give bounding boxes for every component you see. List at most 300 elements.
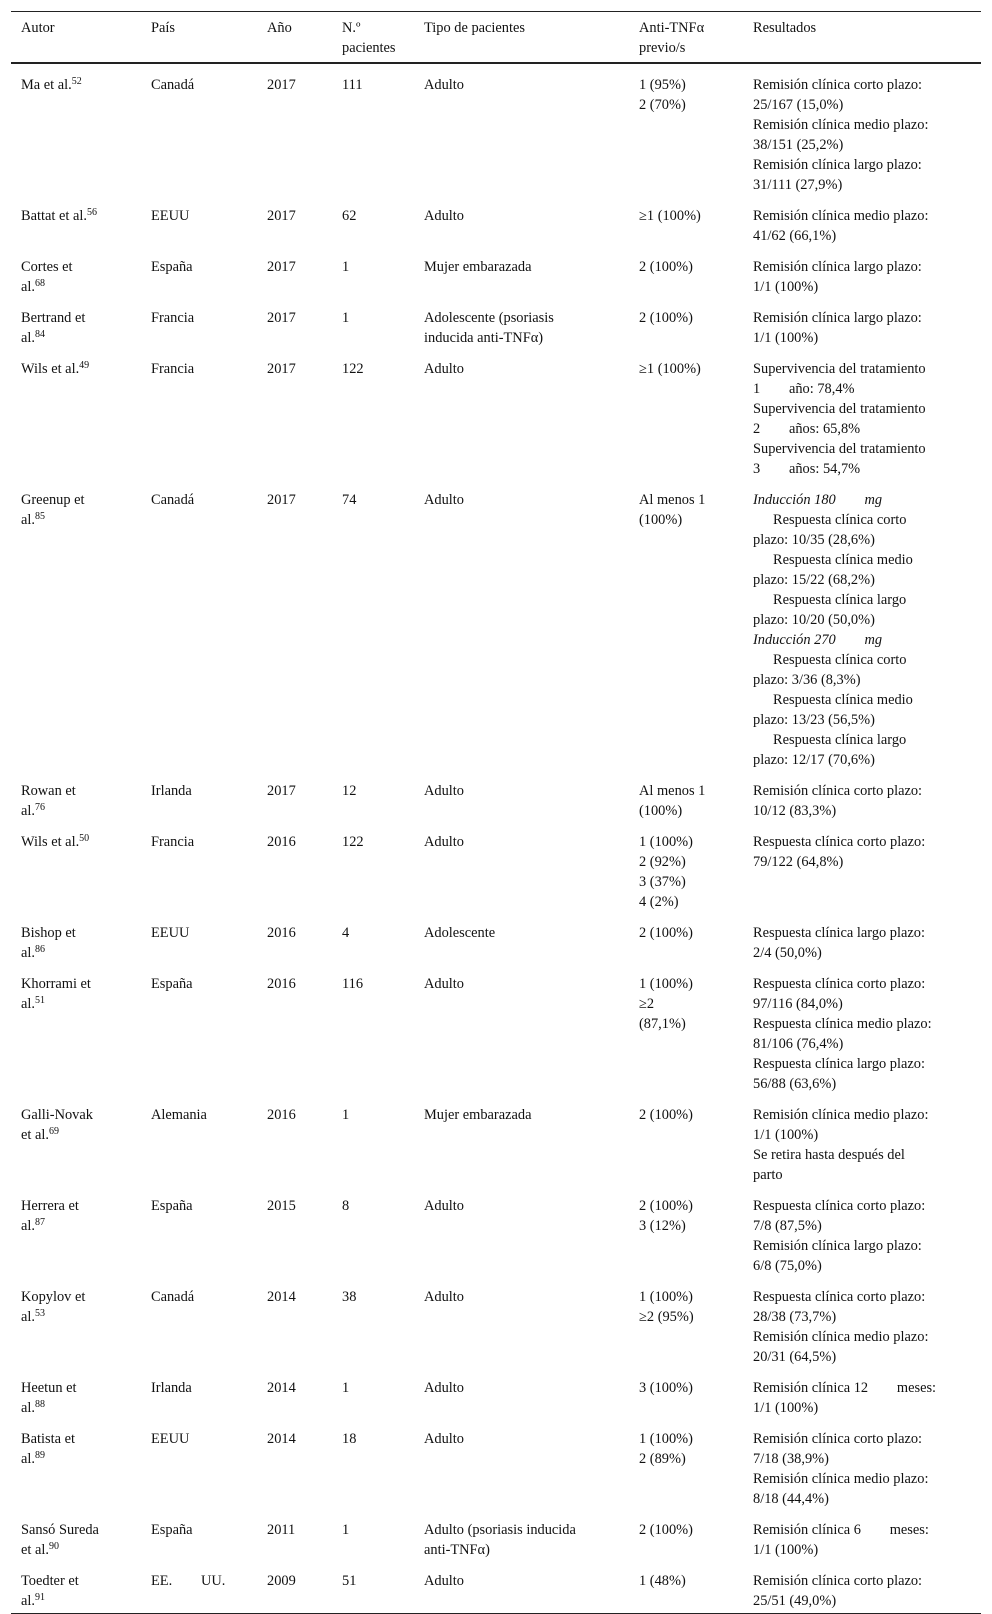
cell-anti-tnf [629,297,743,348]
cell-autor [11,963,141,1094]
author-line: Khorrami et [21,975,91,992]
cell-anti-tnf [629,912,743,963]
anti-tnf-line: 2 (70%) [639,96,686,113]
patient-count: 18 [342,1430,357,1447]
cell-resultados [743,1367,981,1418]
result-line: Respuesta clínica corto plazo: [753,833,926,850]
reference-number: 69 [48,1125,59,1137]
country-text: Francia [151,309,195,326]
table-row [11,963,981,1094]
anti-tnf-line: 3 (37%) [639,873,686,890]
studies-table [11,11,981,1614]
patient-type-line: Adulto [424,1430,464,1447]
author-line: et al.$^{69}$ [21,1125,59,1143]
cell-resultados [743,770,981,821]
patient-count: 74 [342,491,357,508]
result-line: Remisión clínica largo plazo: [753,309,922,326]
result-line: Remisión clínica largo plazo: [753,1237,922,1254]
patient-count: 38 [342,1288,357,1305]
cell-pais [141,297,257,348]
result-line: Remisión clínica medio plazo: [753,1106,929,1123]
cell-tipo [414,297,629,348]
anti-tnf-line: 1 (95%) [639,76,686,93]
country-text: Francia [151,360,195,377]
header-anti-line2: previo/s [639,40,686,56]
patient-count: 1 [342,1379,350,1396]
cell-resultados [743,1418,981,1509]
year-text: 2015 [267,1197,296,1214]
cell-anti-tnf [629,348,743,479]
year-text: 2017 [267,207,296,224]
header-anti-tnf [629,12,743,63]
cell-resultados [743,246,981,297]
cell-tipo [414,348,629,479]
author-line: Cortes et [21,258,73,275]
year-text: 2016 [267,924,296,941]
table-row [11,912,981,963]
cell-pais [141,1094,257,1185]
reference-number: 84 [34,328,45,340]
year-text: 2016 [267,975,296,992]
author-line: Greenup et [21,491,85,508]
result-line: Respuesta clínica largo plazo: [753,1055,925,1072]
result-line: 10/12 (83,3%) [753,802,837,819]
patient-count: 12 [342,782,357,799]
cell-pais [141,1185,257,1276]
cell-autor [11,348,141,479]
reference-number: 86 [34,943,45,955]
result-line: Respuesta clínica corto plazo: [753,1197,926,1214]
result-line: plazo: 3/36 (8,3%) [753,671,861,688]
result-line: Respuesta clínica largo plazo: [753,924,925,941]
result-line: 79/122 (64,8%) [753,853,844,870]
result-line: Remisión clínica corto plazo: [753,1572,923,1589]
cell-n-pacientes [332,821,414,912]
year-text: 2017 [267,309,296,326]
cell-n-pacientes [332,246,414,297]
result-line: Remisión clínica corto plazo: [753,76,923,93]
table-row [11,1509,981,1560]
cell-pais [141,912,257,963]
table-row [11,1560,981,1614]
cell-autor [11,63,141,195]
cell-n-pacientes [332,1094,414,1185]
table-row [11,1418,981,1509]
cell-resultados [743,1560,981,1614]
cell-pais [141,821,257,912]
country-text: EE. UU. [151,1572,226,1589]
author-line: al.$^{87}$ [21,1216,45,1234]
header-anti-line1: Anti-TNFα [639,20,705,36]
cell-resultados [743,348,981,479]
cell-pais [141,479,257,770]
cell-anio [257,246,332,297]
cell-autor [11,195,141,246]
result-line: 81/106 (76,4%) [753,1035,844,1052]
author-line: al.$^{85}$ [21,510,45,528]
cell-n-pacientes [332,195,414,246]
result-line: Respuesta clínica corto plazo: [753,975,926,992]
anti-tnf-line: ≥1 (100%) [639,207,701,224]
patient-count: 122 [342,833,364,850]
cell-tipo [414,821,629,912]
cell-n-pacientes [332,770,414,821]
country-text: EEUU [151,1430,190,1447]
cell-autor [11,1560,141,1614]
patient-count: 62 [342,207,357,224]
cell-tipo [414,1276,629,1367]
year-text: 2016 [267,833,296,850]
anti-tnf-line: 2 (100%) [639,258,693,275]
patient-type-line: Adulto [424,782,464,799]
cell-autor [11,246,141,297]
author-line: Rowan et [21,782,76,799]
author-line: Battat et al.$^{56}$ [21,206,97,224]
year-text: 2017 [267,360,296,377]
cell-autor [11,1418,141,1509]
reference-number: 51 [34,994,45,1006]
cell-anio [257,821,332,912]
result-line: 6/8 (75,0%) [753,1257,822,1274]
cell-tipo [414,1367,629,1418]
year-text: 2017 [267,491,296,508]
author-line: al.$^{91}$ [21,1591,45,1609]
result-line: 1/1 (100%) [753,1399,819,1416]
cell-anio [257,297,332,348]
cell-pais [141,246,257,297]
cell-tipo [414,963,629,1094]
cell-anti-tnf [629,1418,743,1509]
cell-anio [257,770,332,821]
patient-type-line: Adulto [424,1379,464,1396]
year-text: 2011 [267,1521,296,1538]
cell-autor [11,821,141,912]
cell-pais [141,1560,257,1614]
result-line: Remisión clínica largo plazo: [753,258,922,275]
patient-type-line: Adulto [424,975,464,992]
result-line: Inducción 180 mg [753,491,883,508]
table-row [11,63,981,195]
result-line: Remisión clínica 12 meses: [753,1379,937,1396]
table-row [11,195,981,246]
result-line: 1/1 (100%) [753,1541,819,1558]
result-line: 1/1 (100%) [753,1126,819,1143]
country-text: Irlanda [151,782,192,799]
reference-number: 49 [79,359,90,371]
cell-resultados [743,63,981,195]
cell-tipo [414,63,629,195]
patient-type-line: Adulto [424,76,464,93]
cell-n-pacientes [332,1185,414,1276]
patient-type-line: Adulto (psoriasis inducida [424,1521,576,1538]
cell-resultados [743,195,981,246]
anti-tnf-line: ≥1 (100%) [639,360,701,377]
cell-autor [11,912,141,963]
patient-count: 1 [342,1106,350,1123]
year-text: 2014 [267,1288,296,1305]
anti-tnf-line: 1 (100%) [639,1430,693,1447]
country-text: España [151,975,193,992]
cell-n-pacientes [332,1560,414,1614]
result-line: Remisión clínica medio plazo: [753,207,929,224]
header-anio: Año [257,12,332,63]
table-row [11,246,981,297]
anti-tnf-line: 1 (100%) [639,833,693,850]
cell-resultados [743,1509,981,1560]
result-line: 1/1 (100%) [753,278,819,295]
header-pais: País [141,12,257,63]
cell-autor [11,297,141,348]
patient-type-line: Adolescente (psoriasis [424,309,554,326]
country-text: Irlanda [151,1379,192,1396]
cell-n-pacientes [332,1418,414,1509]
author-line: al.$^{68}$ [21,277,45,295]
result-line: Supervivencia del tratamiento [753,400,926,417]
anti-tnf-line: Al menos 1 [639,782,706,799]
cell-anio [257,1560,332,1614]
table-row [11,479,981,770]
result-line: Remisión clínica corto plazo: [753,782,923,799]
result-line: 7/8 (87,5%) [753,1217,822,1234]
cell-anio [257,963,332,1094]
patient-type-line: Adulto [424,1197,464,1214]
result-line: 31/111 (27,9%) [753,176,843,193]
cell-autor [11,479,141,770]
result-line: 2/4 (50,0%) [753,944,822,961]
cell-anio [257,63,332,195]
result-line: 28/38 (73,7%) [753,1308,837,1325]
anti-tnf-line: 2 (100%) [639,924,693,941]
reference-number: 53 [34,1307,45,1319]
cell-anti-tnf [629,963,743,1094]
result-line: Se retira hasta después del [753,1146,905,1163]
table-row [11,1367,981,1418]
cell-tipo [414,1418,629,1509]
result-line: Respuesta clínica medio plazo: [753,1015,932,1032]
cell-n-pacientes [332,348,414,479]
cell-tipo [414,1509,629,1560]
year-text: 2009 [267,1572,296,1589]
cell-autor [11,1094,141,1185]
patient-type-line: anti-TNFα) [424,1541,490,1558]
country-text: Canadá [151,491,195,508]
result-line: 20/31 (64,5%) [753,1348,837,1365]
cell-autor [11,1185,141,1276]
result-line: plazo: 12/17 (70,6%) [753,751,875,768]
result-line: 25/51 (49,0%) [753,1592,837,1609]
table-row [11,1094,981,1185]
cell-anti-tnf [629,1094,743,1185]
anti-tnf-line: 2 (100%) [639,1521,693,1538]
patient-type-line: Adulto [424,360,464,377]
cell-anti-tnf [629,63,743,195]
cell-tipo [414,1185,629,1276]
result-line: Respuesta clínica medio [773,691,913,708]
result-line: 97/116 (84,0%) [753,995,843,1012]
cell-resultados [743,297,981,348]
author-line: Ma et al.$^{52}$ [21,75,82,93]
author-line: al.$^{89}$ [21,1449,45,1467]
year-text: 2014 [267,1430,296,1447]
author-line: al.$^{53}$ [21,1307,45,1325]
author-line: al.$^{76}$ [21,801,45,819]
table-row [11,1276,981,1367]
header-n-line2: pacientes [342,40,396,56]
cell-autor [11,1367,141,1418]
cell-anio [257,1276,332,1367]
result-line: Remisión clínica medio plazo: [753,1328,929,1345]
patient-count: 1 [342,258,350,275]
reference-number: 50 [79,832,90,844]
result-line: Supervivencia del tratamiento [753,440,926,457]
anti-tnf-line: 3 (12%) [639,1217,686,1234]
cell-tipo [414,1560,629,1614]
author-line: Toedter et [21,1572,79,1589]
cell-n-pacientes [332,1367,414,1418]
cell-resultados [743,1276,981,1367]
patient-count: 116 [342,975,364,992]
author-line: al.$^{86}$ [21,943,45,961]
cell-anti-tnf [629,1276,743,1367]
cell-tipo [414,246,629,297]
author-line: Wils et al.$^{49}$ [21,359,90,377]
cell-anio [257,1509,332,1560]
author-line: Sansó Sureda [21,1521,99,1538]
cell-pais [141,195,257,246]
result-line: plazo: 10/35 (28,6%) [753,531,875,548]
result-line: Inducción 270 mg [753,631,883,648]
patient-type-line: Adulto [424,491,464,508]
country-text: EEUU [151,207,190,224]
patient-type-line: Mujer embarazada [424,258,532,275]
header-n-line1: N.º [342,20,361,36]
result-line: 41/62 (66,1%) [753,227,837,244]
header-n-pacientes [332,12,414,63]
result-line: Remisión clínica medio plazo: [753,116,929,133]
patient-count: 4 [342,924,350,941]
result-line: Respuesta clínica medio [773,551,913,568]
patient-count: 111 [342,76,363,93]
table-row [11,821,981,912]
result-line: 2 años: 65,8% [753,420,861,437]
patient-count: 1 [342,309,350,326]
result-line: Supervivencia del tratamiento [753,360,926,377]
anti-tnf-line: 2 (92%) [639,853,686,870]
cell-anti-tnf [629,1560,743,1614]
reference-number: 56 [86,206,97,218]
author-line: al.$^{88}$ [21,1398,45,1416]
cell-resultados [743,1185,981,1276]
author-line: Bishop et [21,924,76,941]
cell-pais [141,1367,257,1418]
anti-tnf-line: 2 (100%) [639,309,693,326]
cell-resultados [743,821,981,912]
country-text: Francia [151,833,195,850]
cell-n-pacientes [332,912,414,963]
table-row [11,348,981,479]
result-line: Respuesta clínica corto plazo: [753,1288,926,1305]
reference-number: 68 [34,277,45,289]
header-tipo: Tipo de pacientes [414,12,629,63]
cell-anti-tnf [629,821,743,912]
cell-autor [11,770,141,821]
result-line: Remisión clínica corto plazo: [753,1430,923,1447]
anti-tnf-line: 1 (100%) [639,1288,693,1305]
cell-anio [257,912,332,963]
anti-tnf-line: (87,1%) [639,1015,686,1032]
result-line: Remisión clínica medio plazo: [753,1470,929,1487]
anti-tnf-line: 2 (89%) [639,1450,686,1467]
year-text: 2017 [267,782,296,799]
cell-resultados [743,912,981,963]
cell-resultados [743,1094,981,1185]
author-line: Heetun et [21,1379,77,1396]
cell-anio [257,1367,332,1418]
patient-count: 1 [342,1521,350,1538]
cell-n-pacientes [332,63,414,195]
patient-type-line: Adolescente [424,924,496,941]
cell-pais [141,770,257,821]
patient-type-line: Adulto [424,207,464,224]
author-line: Kopylov et [21,1288,86,1305]
result-line: 25/167 (15,0%) [753,96,844,113]
cell-tipo [414,770,629,821]
reference-number: 88 [34,1398,45,1410]
country-text: Alemania [151,1106,207,1123]
author-line: Wils et al.$^{50}$ [21,832,90,850]
result-line: 8/18 (44,4%) [753,1490,829,1507]
country-text: Canadá [151,1288,195,1305]
cell-anti-tnf [629,195,743,246]
header-autor: Autor [11,12,141,63]
cell-pais [141,63,257,195]
cell-autor [11,1509,141,1560]
author-line: Galli-Novak [21,1106,93,1123]
anti-tnf-line: (100%) [639,802,683,819]
result-line: 1 año: 78,4% [753,380,855,397]
cell-n-pacientes [332,1276,414,1367]
result-line: Respuesta clínica corto [773,651,907,668]
result-line: Respuesta clínica corto [773,511,907,528]
patient-count: 51 [342,1572,357,1589]
author-line: al.$^{84}$ [21,328,45,346]
result-line: 56/88 (63,6%) [753,1075,837,1092]
cell-anio [257,1185,332,1276]
result-line: 7/18 (38,9%) [753,1450,829,1467]
reference-number: 91 [34,1591,45,1603]
result-line: plazo: 15/22 (68,2%) [753,571,875,588]
anti-tnf-line: 1 (100%) [639,975,693,992]
author-line: al.$^{51}$ [21,994,45,1012]
author-line: Bertrand et [21,309,86,326]
result-line: Respuesta clínica largo [773,591,907,608]
result-line: 1/1 (100%) [753,329,819,346]
reference-number: 90 [48,1540,59,1552]
year-text: 2014 [267,1379,296,1396]
anti-tnf-line: 2 (100%) [639,1106,693,1123]
country-text: España [151,1197,193,1214]
result-line: Remisión clínica 6 meses: [753,1521,929,1538]
cell-tipo [414,912,629,963]
anti-tnf-line: ≥2 (95%) [639,1308,694,1325]
country-text: Canadá [151,76,195,93]
table-row [11,297,981,348]
cell-anio [257,1418,332,1509]
result-line: parto [753,1166,783,1183]
anti-tnf-line: 3 (100%) [639,1379,693,1396]
patient-type-line: Mujer embarazada [424,1106,532,1123]
author-line: Batista et [21,1430,75,1447]
